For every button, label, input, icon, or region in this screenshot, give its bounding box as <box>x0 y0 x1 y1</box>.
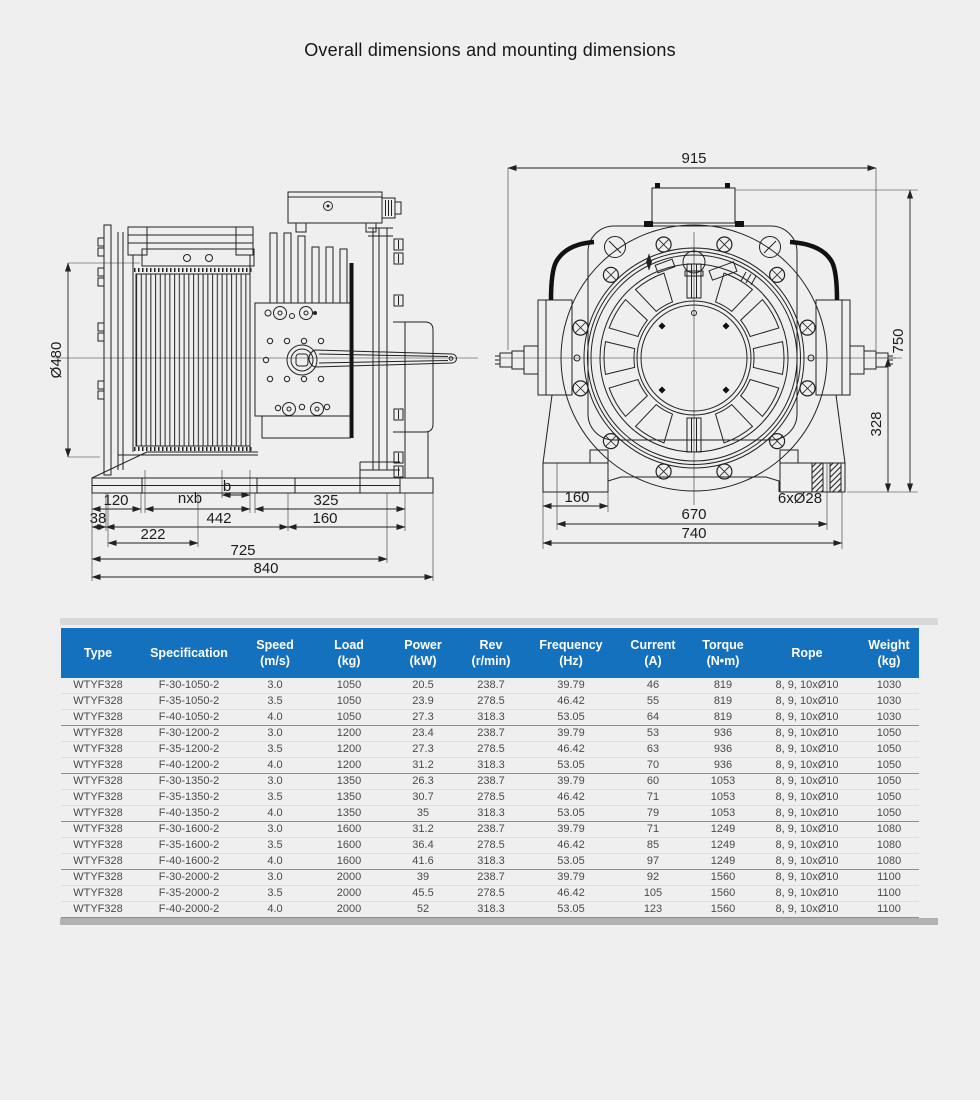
cell-specification: F-30-1350-2 <box>135 774 243 790</box>
dim-label-915: 915 <box>681 150 707 167</box>
cell-current: 64 <box>615 710 691 726</box>
cell-rope: 8, 9, 10xØ10 <box>755 758 859 774</box>
cell-power: 31.2 <box>391 822 455 838</box>
cell-type: WTYF328 <box>61 790 135 806</box>
cell-frequency: 46.42 <box>527 838 615 854</box>
cell-speed: 3.0 <box>243 870 307 886</box>
column-header-label: Rev <box>479 637 503 652</box>
table-row <box>61 710 919 726</box>
cell-power: 27.3 <box>391 742 455 758</box>
column-header-label: Weight <box>868 637 910 652</box>
cell-speed: 4.0 <box>243 854 307 870</box>
cell-current: 85 <box>615 838 691 854</box>
table-row <box>61 822 919 838</box>
table-row <box>61 790 919 806</box>
cell-rope: 8, 9, 10xØ10 <box>755 886 859 902</box>
cell-torque: 1249 <box>691 854 755 870</box>
dim-label-670: 670 <box>681 506 707 523</box>
cell-weight: 1030 <box>859 694 919 710</box>
column-header-label: Current <box>630 637 676 652</box>
cell-rev: 318.3 <box>455 758 527 774</box>
column-header-label: Torque <box>702 637 744 652</box>
dim-label-6x28: 6xØ28 <box>777 490 823 507</box>
cell-specification: F-30-1600-2 <box>135 822 243 838</box>
column-header-label: Load <box>334 637 364 652</box>
cell-speed: 3.5 <box>243 838 307 854</box>
cell-frequency: 46.42 <box>527 742 615 758</box>
cell-power: 39 <box>391 870 455 886</box>
cell-rope: 8, 9, 10xØ10 <box>755 838 859 854</box>
cell-specification: F-35-1600-2 <box>135 838 243 854</box>
heat-sink-fins <box>270 233 347 303</box>
side-view-drawing <box>48 192 478 581</box>
dim-label-442: 442 <box>206 510 232 527</box>
cell-type: WTYF328 <box>61 902 135 918</box>
cell-power: 52 <box>391 902 455 918</box>
cell-power: 41.6 <box>391 854 455 870</box>
cell-torque: 1249 <box>691 822 755 838</box>
cell-rope: 8, 9, 10xØ10 <box>755 742 859 758</box>
cell-load: 2000 <box>307 902 391 918</box>
cell-torque: 1053 <box>691 806 755 822</box>
cell-torque: 1053 <box>691 774 755 790</box>
cell-specification: F-30-1050-2 <box>135 678 243 694</box>
cell-power: 30.7 <box>391 790 455 806</box>
cell-rev: 278.5 <box>455 742 527 758</box>
cell-specification: F-40-1600-2 <box>135 854 243 870</box>
cell-current: 71 <box>615 822 691 838</box>
cell-type: WTYF328 <box>61 742 135 758</box>
column-header <box>243 628 307 678</box>
table-row <box>61 678 919 694</box>
table-row <box>61 774 919 790</box>
cell-type: WTYF328 <box>61 774 135 790</box>
column-header <box>615 628 691 678</box>
cell-speed: 4.0 <box>243 758 307 774</box>
column-header <box>135 628 243 678</box>
cell-type: WTYF328 <box>61 758 135 774</box>
cell-specification: F-30-2000-2 <box>135 870 243 886</box>
dim-label-120: 120 <box>103 492 129 509</box>
table-row <box>61 838 919 854</box>
cell-torque: 819 <box>691 710 755 726</box>
cell-weight: 1080 <box>859 854 919 870</box>
cell-rev: 318.3 <box>455 854 527 870</box>
cell-specification: F-35-2000-2 <box>135 886 243 902</box>
cell-current: 53 <box>615 726 691 742</box>
cell-type: WTYF328 <box>61 838 135 854</box>
cell-weight: 1080 <box>859 838 919 854</box>
lifting-eye <box>649 248 756 285</box>
cell-weight: 1050 <box>859 790 919 806</box>
cell-current: 79 <box>615 806 691 822</box>
table-top-scrollbar <box>60 618 938 625</box>
dim-label-740: 740 <box>681 525 707 542</box>
cell-rev: 238.7 <box>455 726 527 742</box>
cell-speed: 3.5 <box>243 886 307 902</box>
cell-type: WTYF328 <box>61 870 135 886</box>
cell-rev: 318.3 <box>455 710 527 726</box>
cell-load: 1200 <box>307 726 391 742</box>
bolt-hole-section <box>830 463 841 492</box>
cell-load: 1350 <box>307 774 391 790</box>
cell-type: WTYF328 <box>61 806 135 822</box>
column-header-label: Specification <box>150 645 228 660</box>
cell-load: 2000 <box>307 870 391 886</box>
cell-load: 1350 <box>307 806 391 822</box>
cell-speed: 4.0 <box>243 806 307 822</box>
table-row <box>61 902 919 918</box>
cell-current: 63 <box>615 742 691 758</box>
dim-label-dia480: Ø480 <box>48 341 65 379</box>
cell-load: 1050 <box>307 678 391 694</box>
column-header-unit: (r/min) <box>471 654 511 668</box>
cell-frequency: 53.05 <box>527 758 615 774</box>
table-row <box>61 726 919 742</box>
cell-rev: 238.7 <box>455 678 527 694</box>
cell-speed: 3.5 <box>243 790 307 806</box>
top-terminal-box <box>644 183 744 227</box>
cell-torque: 936 <box>691 758 755 774</box>
cell-speed: 3.0 <box>243 774 307 790</box>
cell-frequency: 46.42 <box>527 790 615 806</box>
cell-rev: 278.5 <box>455 886 527 902</box>
column-header-unit: (m/s) <box>260 654 290 668</box>
column-header <box>307 628 391 678</box>
brake-cover-plate <box>98 225 111 475</box>
cell-rope: 8, 9, 10xØ10 <box>755 678 859 694</box>
cell-rope: 8, 9, 10xØ10 <box>755 710 859 726</box>
cell-frequency: 39.79 <box>527 726 615 742</box>
cell-frequency: 53.05 <box>527 902 615 918</box>
cell-current: 46 <box>615 678 691 694</box>
cell-weight: 1030 <box>859 710 919 726</box>
cell-load: 1050 <box>307 710 391 726</box>
cell-current: 105 <box>615 886 691 902</box>
cell-type: WTYF328 <box>61 854 135 870</box>
cell-frequency: 39.79 <box>527 822 615 838</box>
cell-current: 71 <box>615 790 691 806</box>
spec-table-zone <box>60 618 938 925</box>
cell-weight: 1030 <box>859 678 919 694</box>
cell-rope: 8, 9, 10xØ10 <box>755 902 859 918</box>
cell-torque: 1560 <box>691 886 755 902</box>
column-header-unit: (N•m) <box>706 654 740 668</box>
cell-current: 55 <box>615 694 691 710</box>
cell-rope: 8, 9, 10xØ10 <box>755 854 859 870</box>
dim-label-38: 38 <box>89 510 107 527</box>
cell-rev: 278.5 <box>455 694 527 710</box>
cell-speed: 4.0 <box>243 902 307 918</box>
table-bottom-scrollbar[interactable] <box>60 918 938 925</box>
cell-load: 2000 <box>307 886 391 902</box>
cell-torque: 1560 <box>691 870 755 886</box>
cell-type: WTYF328 <box>61 822 135 838</box>
column-header-label: Type <box>83 645 113 660</box>
cell-power: 20.5 <box>391 678 455 694</box>
cell-type: WTYF328 <box>61 678 135 694</box>
machine-base <box>92 452 433 493</box>
column-header <box>391 628 455 678</box>
cell-current: 123 <box>615 902 691 918</box>
cell-current: 60 <box>615 774 691 790</box>
column-header-unit: (kg) <box>337 654 361 668</box>
cell-frequency: 53.05 <box>527 710 615 726</box>
cell-type: WTYF328 <box>61 694 135 710</box>
cell-frequency: 53.05 <box>527 854 615 870</box>
column-header-label: Speed <box>256 637 294 652</box>
cell-load: 1350 <box>307 790 391 806</box>
brake-lever <box>309 350 457 367</box>
cell-rev: 238.7 <box>455 822 527 838</box>
column-header <box>527 628 615 678</box>
cell-rev: 318.3 <box>455 806 527 822</box>
cell-rope: 8, 9, 10xØ10 <box>755 870 859 886</box>
dim-label-222: 222 <box>140 526 166 543</box>
column-header-label: Power <box>404 637 442 652</box>
cell-weight: 1050 <box>859 758 919 774</box>
cell-weight: 1100 <box>859 870 919 886</box>
table-row <box>61 854 919 870</box>
column-header <box>859 628 919 678</box>
column-header <box>691 628 755 678</box>
cell-speed: 3.5 <box>243 694 307 710</box>
cell-type: WTYF328 <box>61 726 135 742</box>
terminal-box <box>288 192 401 232</box>
cell-speed: 3.0 <box>243 822 307 838</box>
cell-rev: 318.3 <box>455 902 527 918</box>
dim-label-nxb: nxb <box>177 490 203 507</box>
column-header <box>755 628 859 678</box>
table-row <box>61 694 919 710</box>
column-header-unit: (kg) <box>877 654 901 668</box>
dim-label-b: b <box>222 478 232 495</box>
cell-load: 1600 <box>307 822 391 838</box>
table-row <box>61 758 919 774</box>
cell-rope: 8, 9, 10xØ10 <box>755 774 859 790</box>
cell-specification: F-35-1200-2 <box>135 742 243 758</box>
column-header-label: Frequency <box>539 637 603 652</box>
cell-speed: 3.0 <box>243 726 307 742</box>
cell-rev: 278.5 <box>455 790 527 806</box>
column-header-unit: (Hz) <box>559 654 583 668</box>
cell-rope: 8, 9, 10xØ10 <box>755 790 859 806</box>
cell-power: 26.3 <box>391 774 455 790</box>
cell-specification: F-40-2000-2 <box>135 902 243 918</box>
cell-weight: 1050 <box>859 742 919 758</box>
cell-power: 23.9 <box>391 694 455 710</box>
cell-current: 70 <box>615 758 691 774</box>
bolt-hole-section <box>812 463 823 492</box>
cell-specification: F-40-1200-2 <box>135 758 243 774</box>
cell-torque: 1560 <box>691 902 755 918</box>
cell-speed: 3.5 <box>243 742 307 758</box>
cell-weight: 1100 <box>859 902 919 918</box>
cell-weight: 1080 <box>859 822 919 838</box>
cell-rev: 238.7 <box>455 870 527 886</box>
dim-label-725: 725 <box>230 542 256 559</box>
cell-power: 35 <box>391 806 455 822</box>
cooling-fins <box>136 274 250 446</box>
column-header-unit: (A) <box>644 654 662 668</box>
column-header-unit: (kW) <box>409 654 437 668</box>
cell-frequency: 53.05 <box>527 806 615 822</box>
cell-power: 23.4 <box>391 726 455 742</box>
cell-power: 27.3 <box>391 710 455 726</box>
dim-label-750: 750 <box>890 328 907 354</box>
table-row <box>61 806 919 822</box>
dim-label-840: 840 <box>253 560 279 577</box>
cell-power: 36.4 <box>391 838 455 854</box>
cell-specification: F-30-1200-2 <box>135 726 243 742</box>
ribbed-drum <box>118 227 258 470</box>
cell-specification: F-40-1050-2 <box>135 710 243 726</box>
cell-torque: 936 <box>691 742 755 758</box>
dim-label-325: 325 <box>313 492 339 509</box>
page-title: Overall dimensions and mounting dimensions <box>304 40 676 60</box>
cell-load: 1050 <box>307 694 391 710</box>
connector-icon <box>395 202 401 214</box>
table-row <box>61 886 919 902</box>
header-row <box>61 628 919 678</box>
cell-speed: 3.0 <box>243 678 307 694</box>
cell-power: 45.5 <box>391 886 455 902</box>
cell-type: WTYF328 <box>61 886 135 902</box>
cell-speed: 4.0 <box>243 710 307 726</box>
cell-current: 97 <box>615 854 691 870</box>
cell-specification: F-40-1350-2 <box>135 806 243 822</box>
column-header-label: Rope <box>791 645 823 660</box>
cell-load: 1600 <box>307 854 391 870</box>
cell-frequency: 39.79 <box>527 678 615 694</box>
cell-rev: 278.5 <box>455 838 527 854</box>
cell-frequency: 46.42 <box>527 694 615 710</box>
front-view-drawing <box>495 150 918 549</box>
cell-type: WTYF328 <box>61 710 135 726</box>
cell-torque: 819 <box>691 694 755 710</box>
cell-frequency: 39.79 <box>527 774 615 790</box>
dim-label-160-right: 160 <box>564 489 590 506</box>
column-header <box>61 628 135 678</box>
cell-weight: 1050 <box>859 806 919 822</box>
cell-rope: 8, 9, 10xØ10 <box>755 726 859 742</box>
cell-specification: F-35-1050-2 <box>135 694 243 710</box>
cell-torque: 819 <box>691 678 755 694</box>
cell-load: 1200 <box>307 742 391 758</box>
cell-load: 1200 <box>307 758 391 774</box>
table-body <box>61 678 919 918</box>
cell-rope: 8, 9, 10xØ10 <box>755 806 859 822</box>
cell-weight: 1100 <box>859 886 919 902</box>
cell-power: 31.2 <box>391 758 455 774</box>
dim-label-160-left: 160 <box>312 510 338 527</box>
cell-frequency: 46.42 <box>527 886 615 902</box>
spec-table <box>61 628 919 918</box>
cell-frequency: 39.79 <box>527 870 615 886</box>
table-row <box>61 870 919 886</box>
table-row <box>61 742 919 758</box>
cell-rev: 238.7 <box>455 774 527 790</box>
cell-current: 92 <box>615 870 691 886</box>
cell-specification: F-35-1350-2 <box>135 790 243 806</box>
cell-torque: 1053 <box>691 790 755 806</box>
dim-label-328: 328 <box>868 411 885 437</box>
column-header <box>455 628 527 678</box>
cell-torque: 1249 <box>691 838 755 854</box>
cell-load: 1600 <box>307 838 391 854</box>
cell-torque: 936 <box>691 726 755 742</box>
shaft-hub <box>287 345 317 375</box>
cell-weight: 1050 <box>859 774 919 790</box>
cell-rope: 8, 9, 10xØ10 <box>755 822 859 838</box>
cell-rope: 8, 9, 10xØ10 <box>755 694 859 710</box>
cell-weight: 1050 <box>859 726 919 742</box>
